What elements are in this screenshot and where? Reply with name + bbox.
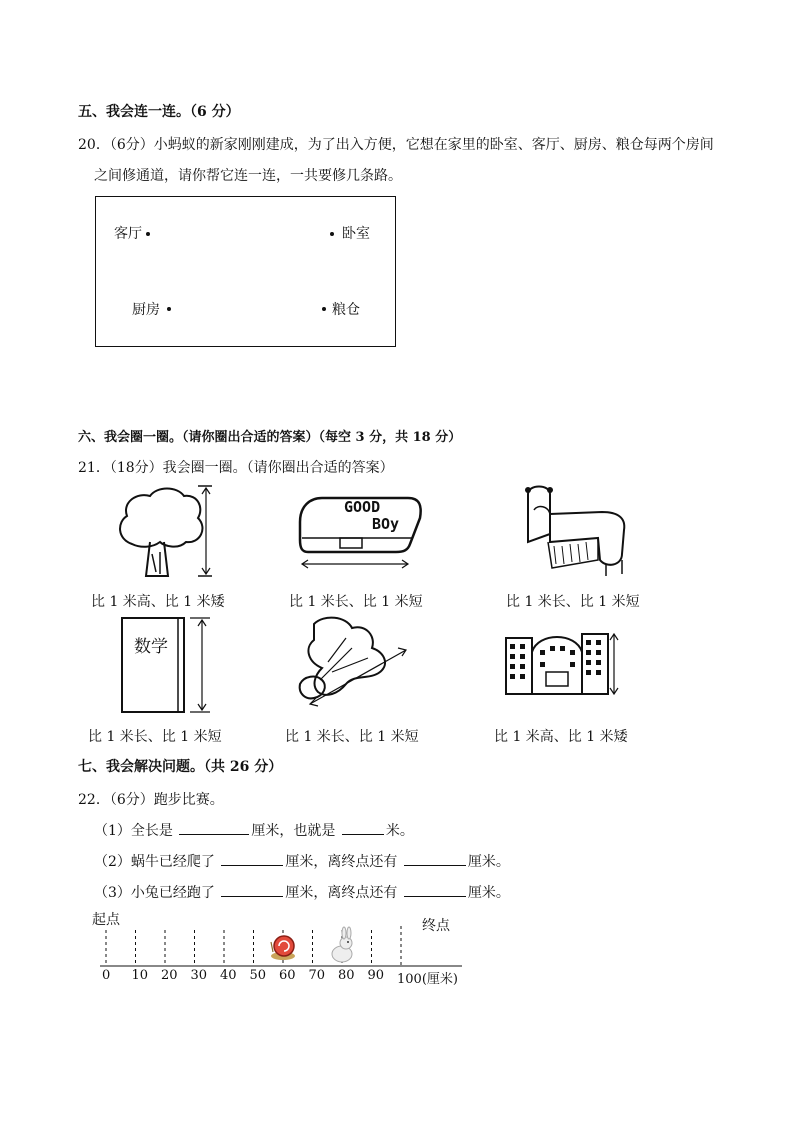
room-bedroom-label: 卧室 [342,226,370,242]
q22-part1-text-c: 米。 [385,823,414,839]
question-20-line2: 之间修通道，请你帮它连一连，一共要修几条路。 [94,168,402,184]
room-kitchen-label: 厨房 [132,302,160,318]
track-tick-label-6: 60 [279,968,296,983]
bed-icon [522,484,630,580]
snail-icon [270,932,296,962]
q22-part1-blank-cm[interactable] [179,820,249,835]
caption-cabbage[interactable]: 比 1 米长、比 1 米短 [285,729,419,745]
track-tick-label-7: 70 [308,968,326,983]
track-tick-label-9: 90 [367,968,385,983]
track-tick-label-3: 30 [190,968,208,983]
q22-part2 [94,851,510,871]
q22-part1-text-a: （1）全长是 [94,823,173,839]
building-picture [502,622,620,704]
math-book-picture [118,614,214,716]
q22-part2-text-a: （2）蜗牛已经爬了 [94,854,215,870]
q22-part3-blank-ran[interactable] [221,882,283,897]
question-21: 21．（18分）我会圈一圈。（请你圈出合适的答案） [78,460,394,476]
q22-part3-text-c: 厘米。 [467,885,510,901]
section-5-heading: 五、我会连一连。（6 分） [78,104,240,120]
question-22: 22．（6分）跑步比赛。 [78,792,224,808]
start-label: 起点 [92,912,120,928]
room-living-label: 客厅 [114,226,142,242]
pencil-box-text-good: GOOD [344,498,381,516]
caption-bed[interactable]: 比 1 米长、比 1 米短 [506,594,640,610]
q22-part1 [94,820,414,840]
q22-part1-blank-m[interactable] [342,820,384,835]
q22-part2-blank-crawled[interactable] [221,851,283,866]
pencil-box-text-boy: BOy [372,515,400,533]
q22-part3-text-a: （3）小兔已经跑了 [94,885,215,901]
end-label: 终点 [422,918,450,934]
rooms-box [95,196,396,347]
track-tick-label-0: 0 [102,968,111,983]
cabbage-picture [294,614,412,718]
track-tick-label-4: 40 [220,968,237,983]
q22-part2-text-b: 厘米，离终点还有 [285,854,398,870]
book-title: 数学 [134,637,168,657]
building-icon [502,622,620,704]
track-tick-label-2: 20 [161,968,178,983]
q22-part3 [94,882,510,902]
section-6-heading: 六、我会圈一圈。（请你圈出合适的答案）（每空 3 分，共 18 分） [78,430,462,445]
caption-building[interactable]: 比 1 米高、比 1 米矮 [494,729,628,745]
track-tick-label-1: 10 [131,968,149,983]
q22-part1-text-b: 厘米，也就是 [251,823,336,839]
caption-tree[interactable]: 比 1 米高、比 1 米矮 [91,594,225,610]
q22-part3-blank-remaining[interactable] [404,882,466,897]
question-20-line1: 20．（6分）小蚂蚁的新家刚刚建成，为了出入方便，它想在家里的卧室、客厅、厨房、粮仓每两个房间 [78,137,714,153]
track-tick-label-5: 50 [249,968,267,983]
q22-part2-blank-remaining[interactable] [404,851,466,866]
room-bedroom-dot[interactable] [330,232,334,236]
track-tick-label-10: 100(厘米) [397,972,458,987]
q22-part2-text-c: 厘米。 [467,854,510,870]
rabbit-icon [328,928,356,964]
caption-pencil-box[interactable]: 比 1 米长、比 1 米短 [289,594,423,610]
tree-picture [112,484,216,580]
track-tick-label-8: 80 [338,968,355,983]
cabbage-icon [294,614,412,718]
room-kitchen-dot[interactable] [167,307,171,311]
room-granary-label: 粮仓 [332,302,360,318]
bed-picture [522,484,630,580]
section-7-heading: 七、我会解决问题。（共 26 分） [78,759,283,775]
book-icon [118,614,214,716]
q22-part3-text-b: 厘米，离终点还有 [285,885,398,901]
pencil-box-picture [296,492,424,572]
room-granary-dot[interactable] [322,307,326,311]
tree-icon [112,484,216,580]
room-living-dot[interactable] [146,232,150,236]
race-track [96,926,466,988]
caption-book[interactable]: 比 1 米长、比 1 米短 [88,729,222,745]
